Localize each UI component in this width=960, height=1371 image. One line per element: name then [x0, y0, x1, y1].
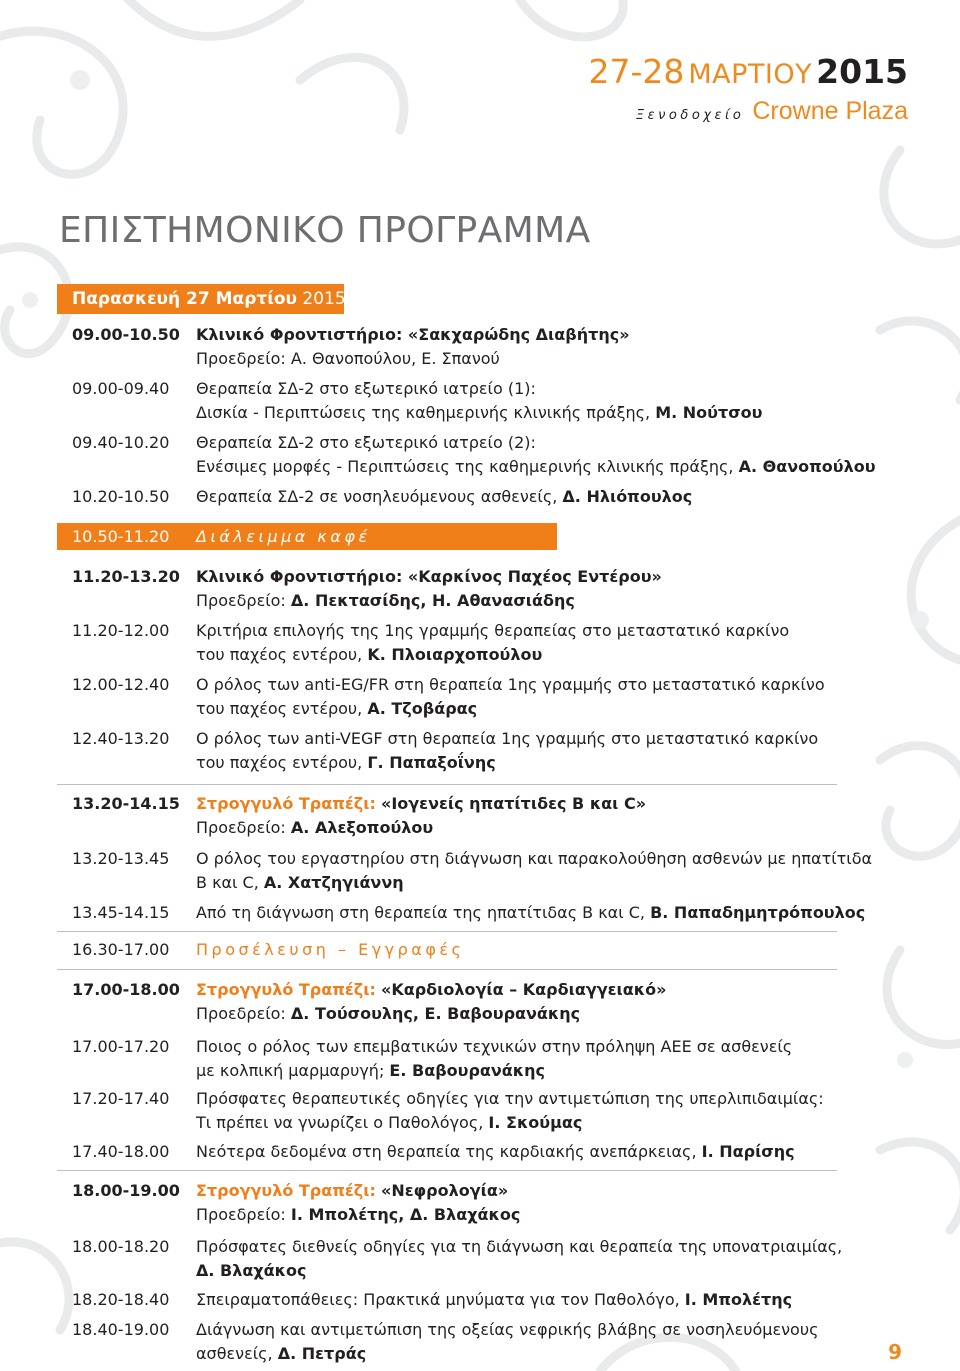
talk-title-line1: Θεραπεία ΣΔ-2 σε νοσηλευόμενους ασθενείς,	[196, 487, 558, 506]
break-title: Διάλειμμα καφέ	[196, 527, 371, 546]
talk-title-line2: του παχέος εντέρου,	[196, 699, 363, 718]
section-divider	[57, 969, 837, 970]
talk-title-line1: Νεότερα δεδομένα στη θεραπεία της καρδιακής ανεπάρκειας,	[196, 1142, 697, 1161]
talk-time: 10.20-10.50	[72, 487, 170, 506]
talk-time: 11.20-12.00	[72, 621, 170, 640]
section-divider	[57, 1170, 837, 1171]
talk-speaker: Ι. Σκούμας	[488, 1113, 583, 1132]
section-divider	[57, 784, 837, 785]
roundtable-label: Στρογγυλό Τραπέζι:	[196, 794, 376, 813]
event-venue	[636, 99, 908, 124]
talk-title-line1: Ο ρόλος των anti-EG/FR στη θεραπεία 1ης γραμμής στο μεταστατικό καρκίνο	[196, 675, 825, 694]
chairs-label: Προεδρείο:	[196, 349, 286, 368]
session-title: «Ιογενείς ηπατίτιδες Β και C»	[380, 794, 647, 813]
day-year: 2015	[302, 289, 346, 309]
talk-time: 13.20-13.45	[72, 849, 170, 868]
day-header	[57, 284, 344, 314]
day-name: Παρασκευή 27 Μαρτίου	[72, 289, 298, 309]
talk-time: 18.00-18.20	[72, 1237, 170, 1256]
talk-time: 12.40-13.20	[72, 729, 170, 748]
talk-time: 18.20-18.40	[72, 1290, 170, 1309]
registration-title: Προσέλευση – Εγγραφές	[196, 940, 465, 959]
talk-speaker: Ι. Μπολέτης	[684, 1290, 793, 1309]
coffee-break-bar	[57, 523, 557, 550]
event-days: 27-28	[588, 52, 685, 91]
chairs-label: Προεδρείο:	[196, 818, 286, 837]
talk-title-line1: Ποιος ο ρόλος των επεμβατικών τεχνικών στην πρόληψη ΑΕΕ σε ασθενείς	[196, 1037, 793, 1056]
talk-time: 09.40-10.20	[72, 433, 170, 452]
page-number: 9	[888, 1340, 902, 1364]
registration-time: 16.30-17.00	[72, 940, 170, 959]
talk-title-line2: ασθενείς,	[196, 1344, 273, 1363]
page-title: ΕΠΙΣΤΗΜΟΝΙΚΟ ΠΡΟΓΡΑΜΜΑ	[59, 210, 591, 251]
talk-title-line1: Ο ρόλος του εργαστηρίου στη διάγνωση και παρακολούθηση ασθενών με ηπατίτιδα	[196, 849, 873, 868]
session-title: «Νεφρολογία»	[380, 1181, 509, 1200]
talk-title-line1: Πρόσφατες διεθνείς οδηγίες για τη διάγνωση και θεραπεία της υπονατριαιμίας,	[196, 1237, 843, 1256]
talk-time: 12.00-12.40	[72, 675, 170, 694]
talk-time: 17.40-18.00	[72, 1142, 170, 1161]
section-divider	[57, 931, 837, 932]
session-time: 09.00-10.50	[72, 325, 180, 344]
talk-title-line1: Σπειραματοπάθειες: Πρακτικά μηνύματα για τον Παθολόγο,	[196, 1290, 680, 1309]
talk-speaker: Δ. Βλαχάκος	[196, 1261, 307, 1280]
talk-title-line2: Β και C,	[196, 873, 259, 892]
talk-title-line1: Ο ρόλος των anti-VEGF στη θεραπεία 1ης γραμμής στο μεταστατικό καρκίνο	[196, 729, 819, 748]
chairs-label: Προεδρείο:	[196, 591, 286, 610]
venue-label: Ξενοδοχείο	[635, 108, 745, 123]
talk-title-line1: Κριτήρια επιλογής της 1ης γραμμής θεραπείας στο μεταστατικό καρκίνο	[196, 621, 790, 640]
break-time: 10.50-11.20	[72, 527, 170, 546]
talk-speaker: Β. Παπαδημητρόπουλος	[650, 903, 866, 922]
talk-time: 18.40-19.00	[72, 1320, 170, 1339]
roundtable-label: Στρογγυλό Τραπέζι:	[196, 980, 376, 999]
chairs-names: Δ. Πεκτασίδης, Η. Αθανασιάδης	[290, 591, 575, 610]
talk-title-line1: Από τη διάγνωση στη θεραπεία της ηπατίτιδας Β και C,	[196, 903, 645, 922]
session-time: 13.20-14.15	[72, 794, 180, 813]
talk-speaker: Α. Τζοβάρας	[367, 699, 478, 718]
chairs-names: Α. Θανοπούλου, Ε. Σπανού	[290, 349, 500, 368]
venue-name: Crowne Plaza	[752, 97, 908, 125]
talk-title-line2: του παχέος εντέρου,	[196, 753, 363, 772]
talk-title-line2: Ενέσιμες μορφές - Περιπτώσεις της καθημερινής κλινικής πράξης,	[196, 457, 734, 476]
talk-time: 13.45-14.15	[72, 903, 170, 922]
talk-speaker: Ε. Βαβουρανάκης	[389, 1061, 546, 1080]
session-title: Κλινικό Φροντιστήριο: «Σακχαρώδης Διαβήτης»	[196, 325, 630, 344]
chairs-label: Προεδρείο:	[196, 1004, 286, 1023]
session-time: 11.20-13.20	[72, 567, 180, 586]
session-title: Κλινικό Φροντιστήριο: «Καρκίνος Παχέος Εντέρου»	[196, 567, 662, 586]
chairs-names: Ι. Μπολέτης, Δ. Βλαχάκος	[290, 1205, 521, 1224]
talk-time: 17.20-17.40	[72, 1089, 170, 1108]
event-month: ΜΑΡΤΙΟΥ	[688, 59, 813, 90]
talk-title-line2: Δισκία - Περιπτώσεις της καθημερινής κλινικής πράξης,	[196, 403, 651, 422]
talk-time: 09.00-09.40	[72, 379, 170, 398]
talk-title-line1: Διάγνωση και αντιμετώπιση της οξείας νεφρικής βλάβης σε νοσηλευόμενους	[196, 1320, 819, 1339]
event-dates	[588, 52, 909, 91]
talk-time: 17.00-17.20	[72, 1037, 170, 1056]
talk-title-line1: Θεραπεία ΣΔ-2 στο εξωτερικό ιατρείο (1):	[196, 379, 536, 398]
chairs-names: Δ. Τούσουλης, Ε. Βαβουρανάκης	[290, 1004, 581, 1023]
roundtable-label: Στρογγυλό Τραπέζι:	[196, 1181, 376, 1200]
talk-speaker: Α. Θανοπούλου	[738, 457, 876, 476]
chairs-label: Προεδρείο:	[196, 1205, 286, 1224]
talk-speaker: Δ. Πετράς	[277, 1344, 367, 1363]
talk-title-line1: Πρόσφατες θεραπευτικές οδηγίες για την αντιμετώπιση της υπερλιπιδαιμίας:	[196, 1089, 824, 1108]
talk-speaker: Κ. Πλοιαρχοπούλου	[367, 645, 543, 664]
talk-title-line2: του παχέος εντέρου,	[196, 645, 363, 664]
session-time: 18.00-19.00	[72, 1181, 180, 1200]
talk-title-line1: Θεραπεία ΣΔ-2 στο εξωτερικό ιατρείο (2):	[196, 433, 536, 452]
session-title: «Καρδιολογία – Καρδιαγγειακό»	[380, 980, 667, 999]
talk-title-line2: με κολπική μαρμαρυγή;	[196, 1061, 385, 1080]
talk-speaker: Μ. Νούτσου	[655, 403, 763, 422]
talk-title-line2: Τι πρέπει να γνωρίζει ο Παθολόγος,	[196, 1113, 484, 1132]
chairs-names: Α. Αλεξοπούλου	[290, 818, 434, 837]
talk-speaker: Δ. Ηλιόπουλος	[562, 487, 693, 506]
talk-speaker: Γ. Παπαξοΐνης	[367, 753, 496, 772]
talk-speaker: Ι. Παρίσης	[701, 1142, 795, 1161]
session-time: 17.00-18.00	[72, 980, 180, 999]
talk-speaker: Α. Χατζηγιάννη	[263, 873, 404, 892]
event-year: 2015	[816, 52, 908, 91]
